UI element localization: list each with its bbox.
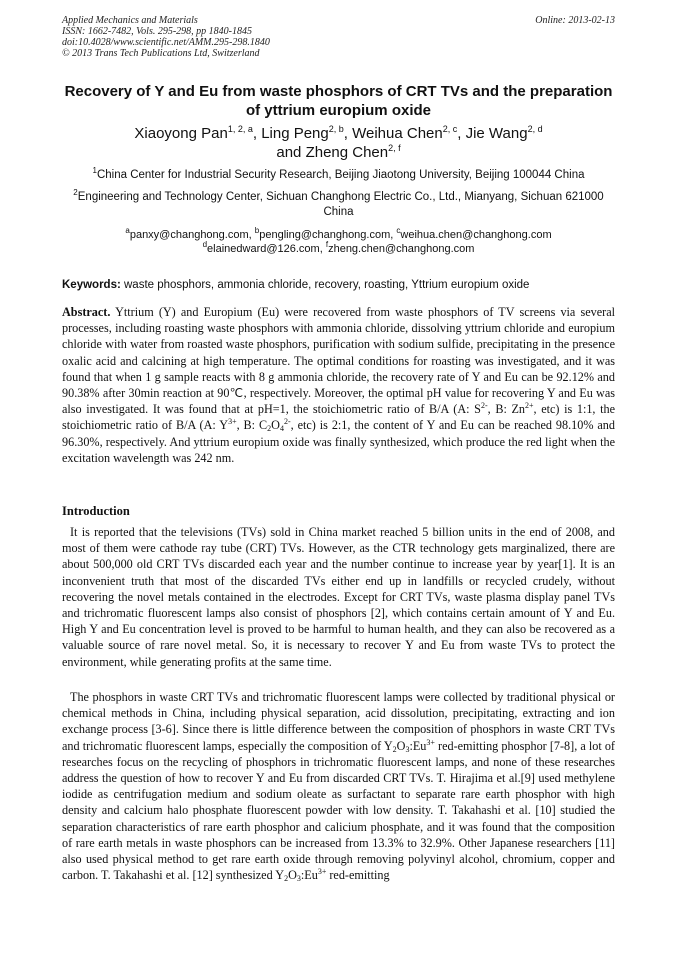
email-link[interactable]: weihua.chen@changhong.com xyxy=(400,229,552,241)
journal-doi: doi:10.4028/www.scientific.net/AMM.295-298.1840 xyxy=(62,37,270,48)
journal-issn: ISSN: 1662-7482, Vols. 295-298, pp 1840-1845 xyxy=(62,26,252,37)
keywords xyxy=(62,278,615,292)
email-link[interactable]: panxy@changhong.com xyxy=(129,229,249,241)
author-affiliation-mark: 1, 2, a xyxy=(227,124,253,134)
intro-paragraph-2: The phosphors in waste CRT TVs and trichromatic fluorescent lamps were collected by traditional physical or chemical methods in China, including physical separation, acid dissolution, precipitating, extracting and ion exchange process [3-6]. Since there is little difference between the composition of phosphors in waste CRT TVs and trichromatic fluorescent lamps, especially the composition of $Y_2O_3:Eu^{3+}$ red-emitting phosphor [7-8], a lot of researches focus on the recycling of phosphors in trichromatic fluorescent lamps, and none of these researches address the question of how to recover Y and Eu from discarded CRT TVs. T. Hirajima et al.[9] used methylene iodide as centrifugation medium and sodium oleate as surfactant to separate rare earth phosphor with high density and calcium halo phosphate fluorescent powder with low density. T. Takahashi et al. [10] studied the separation characteristics of rare earth phosphor and calicium phosphate, and it was found that the composition of rare earth metals in waste phosphors can be increased from 13.3% to 32.9%. Other Japanese researchers [11] also used physical method to get rare earth oxide through removing polyvinyl alcohol, chromium, copper and carbon. T. Takahashi et al. [12] synthesized $Y_2O_3:Eu^{3+}$ red-emitting xyxy=(62,690,615,884)
online-date: Online: 2013-02-13 xyxy=(535,15,615,26)
journal-header xyxy=(62,15,615,59)
author-name: Weihua Chen xyxy=(352,125,443,142)
author-affiliation-mark: 2, f xyxy=(388,143,401,153)
author-name: Jie Wang xyxy=(465,125,528,142)
author-list: Xiaoyong Pan$^{1, 2, a}$, Ling Peng$^{2, b}$, Weihua Chen$^{2, c}$, Jie Wang$^{2, d}$ and Zheng Chen$^{2, f}$ xyxy=(134,124,543,161)
section-heading-introduction: Introduction xyxy=(62,504,130,518)
author-affiliation-mark: 2, d xyxy=(527,124,543,134)
keywords-label: Keywords: xyxy=(62,279,121,291)
affiliation-2: $^2$Engineering and Technology Center, Sichuan Changhong Electric Co., Ltd., Mianyang, Sichuan 621000 China xyxy=(73,188,604,218)
paper-title: Recovery of Y and Eu from waste phosphors of CRT TVs and the preparation of yttrium europium oxide xyxy=(64,83,613,119)
affiliation-1: $^1$China Center for Industrial Security Research, Beijing Jiaotong University, Beijing 100044 China xyxy=(92,166,585,181)
journal-copyright: © 2013 Trans Tech Publications Ltd, Switzerland xyxy=(62,48,260,59)
abstract-label: Abstract. xyxy=(62,305,111,319)
email-link[interactable]: zheng.chen@changhong.com xyxy=(328,243,475,255)
keywords-text: waste phosphors, ammonia chloride, recovery, roasting, Yttrium europium oxide xyxy=(120,279,530,291)
author-affiliation-mark: 2, b xyxy=(328,124,344,134)
author-name: Ling Peng xyxy=(261,125,329,142)
email-link[interactable]: elainedward@126.com xyxy=(207,243,320,255)
intro-paragraph-1: It is reported that the televisions (TVs) sold in China market reached 5 billion units in the end of 2008, and most of them were cathode ray tube (CRT) TVs. However, as the CTR technology gets marginalized, there are about 500,000 old CRT TVs discarded each year and the number continue to increase year by year[1]. It is an inconvenient truth that most of the discarded TVs either end up in landfills or recycled crudely, without recovering the novel metals contained in the electrodes. Except for CRT TVs, waste plasma display panel TVs and trichromatic fluorescent lamps also consist of phosphors [2], which contains certain amount of Y and Eu. High Y and Eu concentration level is proved to be harmful to human health, and they can also be recovered as a valuable source of rare novel metal. So, it is necessary to recover Y and Eu from waste TVs to protect the environment, while generating profits at the same time. xyxy=(62,525,615,669)
abstract: Abstract. Yttrium (Y) and Europium (Eu) were recovered from waste phosphors of TV screens via several processes, including roasting waste phosphors with ammonia chloride, dissolving yttrium chloride and europium chloride with water from roasted waste phosphors, purification with sodium sulfide, precipitating in the presence oxalic acid and calcining at high temperature. The optimal conditions for roasting was investigated, and it was found that when 1 g sample reacts with 8 g ammonia chloride, the recovery rate of Y and Eu can be 92.12% and 90.38% after 30min reaction at 90℃, respectively. Moreover, the optimal pH value for recovering Y and Eu was also investigated. It was found that at pH=1, the stoichiometric ratio of B/A (A: $S^{2-}$, B: $Zn^{2+}$, etc) is 1:1, the stoichiometric ratio of B/A (A: $Y^{3+}$, B: $C_2O_4^{2-}$, etc) is 2:1, the content of Y and Eu can be reached 98.10% and 96.30%, respectively. And yttrium europium oxide was finally synthesized, which produce the red light when the excitation wavelength was 242 nm. xyxy=(62,305,615,465)
author-name: Xiaoyong Pan xyxy=(134,125,228,142)
email-link[interactable]: pengling@changhong.com xyxy=(259,229,391,241)
author-name: Zheng Chen xyxy=(305,144,389,161)
author-affiliation-mark: 2, c xyxy=(442,124,458,134)
journal-name: Applied Mechanics and Materials xyxy=(62,15,198,26)
email-list: $^a$panxy@changhong.com, $^b$pengling@changhong.com, $^c$weihua.chen@changhong.com $^d$elainedward@126.com, $^f$zheng.chen@changhong.com xyxy=(125,226,552,255)
